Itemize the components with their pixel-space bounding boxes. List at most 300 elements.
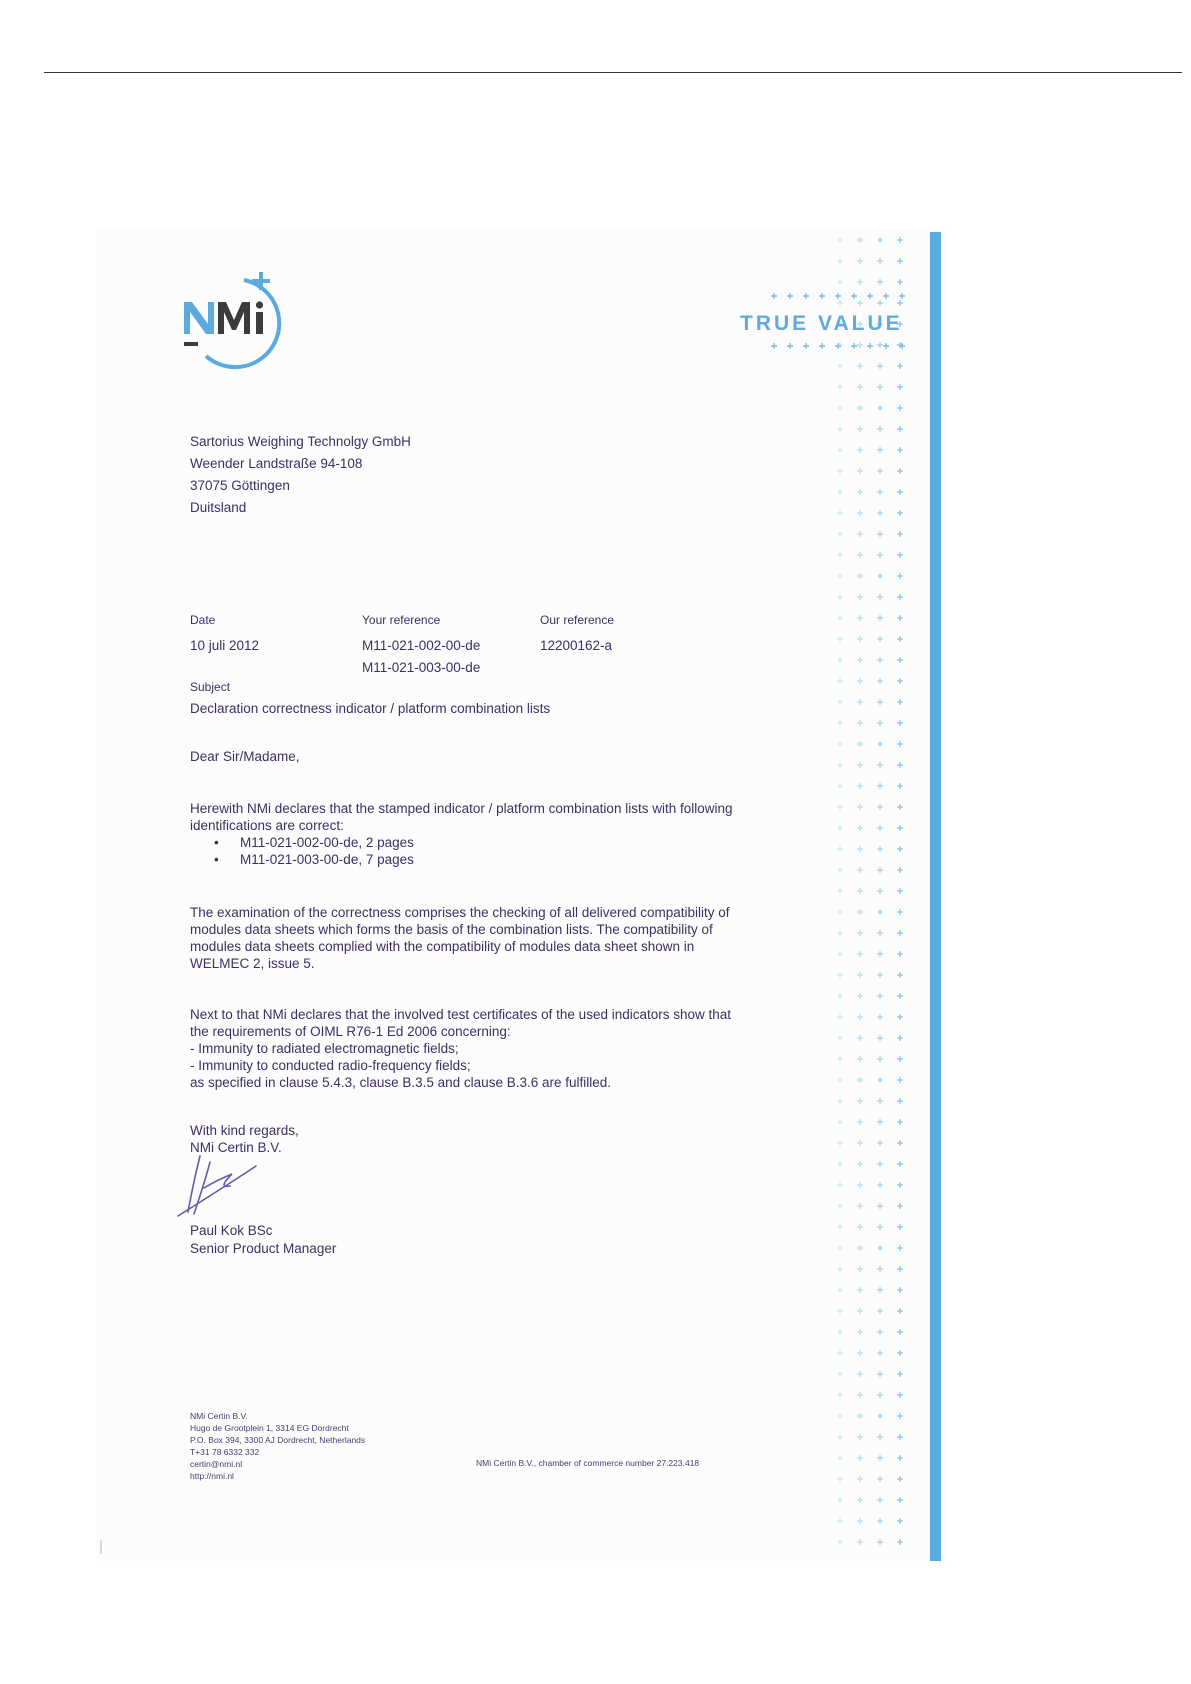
plus-glyph — [897, 1350, 903, 1356]
plus-glyph — [867, 293, 873, 299]
plus-glyph — [897, 636, 903, 642]
plus-glyph — [897, 762, 903, 768]
plus-glyph — [837, 447, 843, 453]
plus-glyph — [897, 1077, 903, 1083]
plus-glyph — [857, 384, 863, 390]
plus-glyph — [897, 1476, 903, 1482]
plus-glyph — [857, 279, 863, 285]
paragraph-line: as specified in clause 5.4.3, clause B.3.5 and clause B.3.6 are fulfilled. — [190, 1075, 612, 1090]
plus-glyph — [837, 909, 843, 915]
list-item — [214, 834, 414, 851]
plus-glyph — [897, 1518, 903, 1524]
plus-glyph — [857, 1413, 863, 1419]
plus-glyph — [897, 573, 903, 579]
your-reference-label: Your reference — [362, 613, 441, 627]
plus-glyph — [837, 489, 843, 495]
plus-glyph — [837, 1287, 843, 1293]
plus-glyph — [857, 1014, 863, 1020]
plus-glyph — [851, 343, 857, 349]
plus-glyph — [857, 1434, 863, 1440]
footer-line: P.O. Box 394, 3300 AJ Dordrecht, Netherlands — [190, 1435, 366, 1445]
plus-glyph — [877, 1077, 883, 1083]
subject-value: Declaration correctness indicator / platform combination lists — [190, 701, 551, 716]
plus-glyph — [897, 1329, 903, 1335]
footer-line: certin@nmi.nl — [190, 1459, 243, 1469]
plus-glyph — [857, 1539, 863, 1545]
plus-glyph — [877, 468, 883, 474]
plus-glyph — [857, 1245, 863, 1251]
plus-glyph — [897, 1098, 903, 1104]
plus-glyph — [897, 237, 903, 243]
plus-glyph — [837, 1203, 843, 1209]
plus-glyph — [877, 804, 883, 810]
plus-glyph — [877, 279, 883, 285]
plus-glyph — [837, 972, 843, 978]
plus-glyph — [857, 951, 863, 957]
plus-glyph — [877, 1224, 883, 1230]
plus-glyph — [837, 783, 843, 789]
plus-glyph — [857, 531, 863, 537]
plus-glyph — [883, 293, 889, 299]
nmi-logo — [182, 272, 302, 372]
plus-glyph — [857, 573, 863, 579]
plus-glyph — [877, 1476, 883, 1482]
plus-glyph — [857, 405, 863, 411]
plus-glyph — [837, 510, 843, 516]
bullet-icon: • — [214, 835, 219, 850]
date-block — [190, 613, 259, 657]
plus-glyph — [857, 489, 863, 495]
plus-glyph — [877, 867, 883, 873]
closing-line: NMi Certin B.V. — [190, 1140, 282, 1155]
plus-glyph — [857, 1098, 863, 1104]
plus-glyph — [857, 804, 863, 810]
plus-glyph — [897, 741, 903, 747]
footer-registration: NMi Certin B.V., chamber of commerce number 27.223.418 — [476, 1458, 700, 1468]
plus-glyph — [897, 699, 903, 705]
plus-glyph — [857, 699, 863, 705]
plus-glyph — [837, 1098, 843, 1104]
paragraph-line: WELMEC 2, issue 5. — [190, 956, 315, 971]
plus-glyph — [837, 846, 843, 852]
plus-glyph — [837, 1140, 843, 1146]
plus-glyph — [857, 1287, 863, 1293]
plus-glyph — [803, 343, 809, 349]
plus-glyph — [897, 993, 903, 999]
plus-glyph — [897, 1266, 903, 1272]
plus-glyph — [837, 1245, 843, 1251]
paragraph-line: identifications are correct: — [190, 818, 344, 833]
plus-glyph — [897, 1014, 903, 1020]
plus-glyph — [857, 237, 863, 243]
plus-glyph — [877, 405, 883, 411]
plus-glyph — [857, 1035, 863, 1041]
plus-glyph — [771, 343, 777, 349]
plus-glyph — [837, 1035, 843, 1041]
plus-glyph — [837, 867, 843, 873]
plus-glyph — [877, 1350, 883, 1356]
plus-glyph — [857, 1497, 863, 1503]
plus-glyph — [897, 615, 903, 621]
plus-glyph — [897, 846, 903, 852]
plus-glyph — [877, 1056, 883, 1062]
plus-glyph — [857, 552, 863, 558]
plus-glyph — [877, 846, 883, 852]
plus-glyph — [857, 993, 863, 999]
plus-glyph — [877, 930, 883, 936]
plus-glyph — [877, 1371, 883, 1377]
plus-glyph — [835, 343, 841, 349]
plus-glyph — [877, 531, 883, 537]
plus-glyph — [899, 343, 905, 349]
plus-glyph — [837, 678, 843, 684]
plus-glyph — [837, 426, 843, 432]
plus-glyph — [857, 825, 863, 831]
plus-glyph — [897, 951, 903, 957]
plus-glyph — [857, 1476, 863, 1482]
paragraph-line: modules data sheets complied with the compatibility of modules data sheet shown in — [190, 939, 695, 954]
plus-glyph — [897, 972, 903, 978]
plus-glyph — [837, 531, 843, 537]
plus-glyph — [837, 237, 843, 243]
plus-glyph — [897, 678, 903, 684]
plus-glyph — [837, 573, 843, 579]
plus-glyph — [897, 930, 903, 936]
plus-glyph — [897, 1119, 903, 1125]
plus-glyph — [857, 1518, 863, 1524]
plus-glyph — [837, 951, 843, 957]
plus-glyph — [837, 1455, 843, 1461]
plus-glyph — [857, 846, 863, 852]
plus-glyph — [837, 1266, 843, 1272]
salutation: Dear Sir/Madame, — [190, 749, 300, 764]
plus-glyph — [837, 1056, 843, 1062]
plus-glyph — [877, 762, 883, 768]
plus-glyph — [897, 1497, 903, 1503]
plus-glyph — [877, 678, 883, 684]
plus-glyph — [897, 804, 903, 810]
plus-glyph — [837, 804, 843, 810]
paragraph-examination — [190, 904, 730, 972]
plus-glyph — [877, 1140, 883, 1146]
plus-glyph — [877, 888, 883, 894]
plus-glyph — [897, 825, 903, 831]
plus-glyph — [837, 1161, 843, 1167]
plus-glyph — [877, 552, 883, 558]
plus-glyph — [897, 531, 903, 537]
our-reference-value: 12200162-a — [540, 638, 613, 653]
plus-glyph — [857, 1119, 863, 1125]
address-line: Weender Landstraße 94-108 — [190, 456, 363, 471]
paragraph-declaration — [190, 800, 733, 834]
plus-glyph — [857, 783, 863, 789]
our-reference-label: Our reference — [540, 613, 615, 627]
plus-glyph — [819, 293, 825, 299]
plus-glyph — [877, 1413, 883, 1419]
plus-glyph — [857, 594, 863, 600]
plus-glyph — [897, 426, 903, 432]
plus-glyph — [857, 762, 863, 768]
plus-glyph — [877, 1098, 883, 1104]
subject-label: Subject — [190, 680, 231, 694]
plus-glyph — [837, 594, 843, 600]
brand-side-bar — [930, 232, 941, 1561]
plus-glyph — [857, 615, 863, 621]
plus-glyph — [857, 1056, 863, 1062]
plus-glyph — [857, 1350, 863, 1356]
plus-glyph — [857, 1329, 863, 1335]
plus-glyph — [837, 1119, 843, 1125]
plus-glyph — [897, 510, 903, 516]
plus-glyph — [897, 1434, 903, 1440]
plus-glyph — [837, 636, 843, 642]
list-item-text: M11-021-002-00-de, 2 pages — [240, 835, 414, 850]
plus-glyph — [837, 1497, 843, 1503]
plus-glyph — [897, 1056, 903, 1062]
plus-glyph — [897, 1539, 903, 1545]
plus-glyph — [877, 951, 883, 957]
plus-glyph — [837, 888, 843, 894]
recipient-address — [190, 431, 411, 519]
footer-line: Hugo de Grootplein 1, 3314 EG Dordrecht — [190, 1423, 349, 1433]
plus-glyph — [877, 384, 883, 390]
plus-glyph — [837, 258, 843, 264]
plus-glyph — [897, 1308, 903, 1314]
plus-glyph — [877, 1539, 883, 1545]
plus-glyph — [897, 1413, 903, 1419]
plus-glyph — [877, 1161, 883, 1167]
plus-glyph — [897, 258, 903, 264]
plus-glyph — [857, 888, 863, 894]
plus-glyph — [897, 384, 903, 390]
plus-glyph — [877, 699, 883, 705]
plus-glyph — [857, 363, 863, 369]
paragraph-line: modules data sheets which forms the basis of the combination lists. The compatibility of — [190, 922, 713, 937]
your-reference-value: M11-021-002-00-de — [362, 638, 481, 653]
plus-glyph — [877, 510, 883, 516]
plus-glyph — [897, 1161, 903, 1167]
plus-glyph — [837, 1329, 843, 1335]
plus-glyph — [877, 1182, 883, 1188]
plus-glyph — [897, 489, 903, 495]
plus-glyph — [897, 1371, 903, 1377]
plus-glyph — [897, 1392, 903, 1398]
plus-glyph — [787, 293, 793, 299]
plus-glyph — [837, 279, 843, 285]
paragraph-line: the requirements of OIML R76-1 Ed 2006 concerning: — [190, 1024, 511, 1039]
your-reference-block — [362, 613, 480, 679]
plus-glyph — [837, 993, 843, 999]
plus-glyph — [897, 594, 903, 600]
footer-line: T+31 78 6332 332 — [190, 1447, 260, 1457]
handwritten-signature — [170, 1152, 270, 1222]
plus-glyph — [837, 1224, 843, 1230]
plus-glyph — [857, 468, 863, 474]
plus-glyph — [771, 293, 777, 299]
date-label: Date — [190, 613, 216, 627]
plus-glyph — [877, 426, 883, 432]
plus-glyph — [851, 293, 857, 299]
plus-glyph — [877, 363, 883, 369]
plus-glyph — [877, 909, 883, 915]
plus-glyph — [857, 972, 863, 978]
paragraph-line: Herewith NMi declares that the stamped indicator / platform combination lists with following — [190, 801, 733, 816]
plus-glyph — [877, 1308, 883, 1314]
plus-glyph — [837, 1371, 843, 1377]
plus-glyph — [837, 552, 843, 558]
plus-glyph — [857, 1308, 863, 1314]
plus-glyph — [837, 1182, 843, 1188]
plus-glyph — [897, 657, 903, 663]
list-item-text: M11-021-003-00-de, 7 pages — [240, 852, 414, 867]
plus-glyph — [897, 279, 903, 285]
plus-glyph — [857, 720, 863, 726]
footer-line: http://nmi.nl — [190, 1471, 234, 1481]
plus-glyph — [897, 1035, 903, 1041]
plus-glyph — [899, 293, 905, 299]
plus-glyph — [819, 343, 825, 349]
plus-glyph — [837, 1014, 843, 1020]
plus-glyph — [857, 447, 863, 453]
plus-glyph — [877, 720, 883, 726]
paragraph-line: - Immunity to radiated electromagnetic fields; — [190, 1041, 459, 1056]
plus-glyph — [837, 1434, 843, 1440]
plus-glyph — [877, 1329, 883, 1335]
plus-glyph — [877, 1245, 883, 1251]
plus-glyph — [803, 293, 809, 299]
plus-glyph — [857, 1371, 863, 1377]
plus-glyph — [897, 867, 903, 873]
plus-glyph — [837, 657, 843, 663]
plus-glyph — [837, 1518, 843, 1524]
plus-glyph — [897, 552, 903, 558]
plus-glyph — [837, 468, 843, 474]
plus-glyph — [877, 657, 883, 663]
paragraph-line: - Immunity to conducted radio-frequency fields; — [190, 1058, 471, 1073]
paragraph-line: Next to that NMi declares that the involved test certificates of the used indicators show that — [190, 1007, 732, 1022]
plus-glyph — [857, 909, 863, 915]
plus-glyph — [877, 1518, 883, 1524]
plus-glyph — [877, 447, 883, 453]
paragraph-certificates — [190, 1006, 731, 1091]
plus-glyph — [837, 1392, 843, 1398]
plus-glyph — [857, 258, 863, 264]
plus-glyph — [837, 720, 843, 726]
address-line: 37075 Göttingen — [190, 478, 290, 493]
page-top-rule — [44, 72, 1182, 73]
plus-glyph — [877, 972, 883, 978]
date-value: 10 juli 2012 — [190, 638, 260, 653]
plus-glyph — [877, 1266, 883, 1272]
plus-glyph — [857, 1455, 863, 1461]
footer-line: NMi Certin B.V. — [190, 1411, 248, 1421]
plus-glyph — [897, 720, 903, 726]
subject-block — [190, 680, 550, 716]
closing-line: With kind regards, — [190, 1123, 299, 1138]
plus-glyph — [857, 678, 863, 684]
plus-glyph — [857, 930, 863, 936]
plus-glyph — [857, 1140, 863, 1146]
signer-block — [190, 1222, 336, 1258]
plus-glyph — [857, 657, 863, 663]
plus-glyph — [867, 343, 873, 349]
plus-glyph — [877, 258, 883, 264]
plus-glyph — [837, 1413, 843, 1419]
plus-glyph — [897, 1224, 903, 1230]
plus-glyph — [877, 615, 883, 621]
plus-glyph — [897, 468, 903, 474]
plus-glyph — [877, 489, 883, 495]
plus-glyph — [877, 1014, 883, 1020]
plus-glyph — [877, 1434, 883, 1440]
plus-glyph — [877, 1203, 883, 1209]
plus-glyph — [877, 636, 883, 642]
bullet-icon: • — [214, 852, 219, 867]
plus-glyph — [897, 1182, 903, 1188]
list-item — [214, 851, 414, 868]
signer-name: Paul Kok BSc — [190, 1223, 273, 1238]
plus-glyph — [837, 615, 843, 621]
plus-glyph — [897, 363, 903, 369]
plus-glyph — [837, 1077, 843, 1083]
plus-glyph — [837, 699, 843, 705]
plus-glyph — [877, 1035, 883, 1041]
plus-glyph — [877, 1287, 883, 1293]
plus-glyph — [877, 237, 883, 243]
plus-glyph — [897, 909, 903, 915]
plus-glyph — [877, 783, 883, 789]
plus-glyph — [857, 426, 863, 432]
plus-glyph — [883, 343, 889, 349]
plus-glyph — [877, 594, 883, 600]
plus-glyph — [857, 1182, 863, 1188]
address-line: Duitsland — [190, 500, 247, 515]
plus-glyph — [837, 1308, 843, 1314]
plus-glyph — [897, 1455, 903, 1461]
plus-glyph — [897, 405, 903, 411]
plus-glyph — [877, 1392, 883, 1398]
plus-glyph — [837, 1539, 843, 1545]
plus-glyph — [857, 1392, 863, 1398]
scanned-letter — [96, 228, 946, 1561]
plus-glyph — [877, 1455, 883, 1461]
plus-glyph — [837, 741, 843, 747]
plus-glyph — [857, 867, 863, 873]
plus-glyph — [897, 1203, 903, 1209]
plus-glyph — [837, 762, 843, 768]
plus-glyph — [877, 825, 883, 831]
plus-glyph — [897, 447, 903, 453]
decorative-plus-pattern — [830, 232, 926, 1561]
address-line: Sartorius Weighing Technolgy GmbH — [190, 434, 411, 449]
plus-glyph — [837, 405, 843, 411]
identification-list — [214, 834, 414, 868]
plus-glyph — [877, 573, 883, 579]
paragraph-line: The examination of the correctness comprises the checking of all delivered compatibility of — [190, 905, 730, 920]
closing — [190, 1122, 299, 1156]
plus-glyph — [877, 1119, 883, 1125]
plus-glyph — [897, 1245, 903, 1251]
plus-glyph — [857, 1224, 863, 1230]
plus-glyph — [897, 1140, 903, 1146]
plus-glyph — [835, 293, 841, 299]
your-reference-value: M11-021-003-00-de — [362, 660, 481, 675]
plus-glyph — [897, 783, 903, 789]
footer-address — [190, 1410, 365, 1482]
signer-title: Senior Product Manager — [190, 1241, 337, 1256]
plus-glyph — [857, 1161, 863, 1167]
plus-glyph — [857, 1203, 863, 1209]
